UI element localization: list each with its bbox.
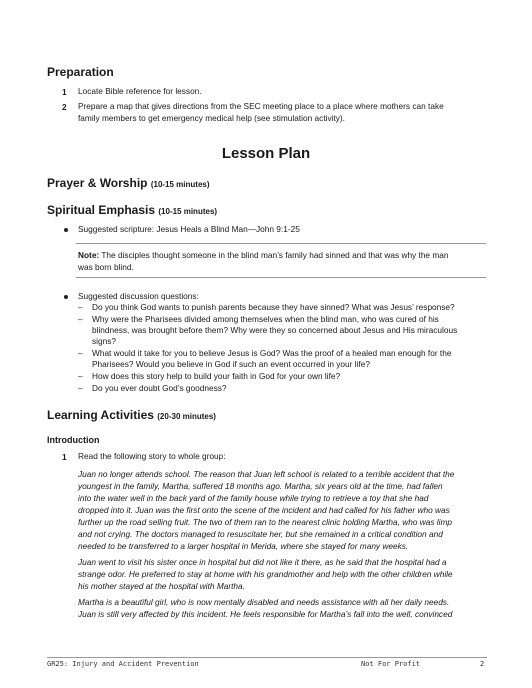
story-p1-line5: further up the road selling fruit. The two of them ran to the nearest clinic holding Martha, who was limp <box>78 517 453 527</box>
bullet-icon <box>64 228 68 232</box>
story-p1-line1: Juan no longer attends school. The reason that Juan left school is related to a terrible accident that the <box>78 469 455 479</box>
story-p3-line2: Juan is still very affected by this incident. He feels responsible for Martha’s fall into the well, convinced <box>78 609 453 619</box>
footer-divider <box>47 657 487 658</box>
learning-heading <box>47 408 216 422</box>
preparation-heading: Preparation <box>47 65 114 79</box>
question-1: Do you think God wants to punish parents because they have sinned? What was Jesus’ response? <box>92 302 455 312</box>
story-p2-line3: his mother stayed at the hospital with Martha. <box>78 581 245 591</box>
prep-item-1-text: Locate Bible reference for lesson. <box>78 86 202 96</box>
story-p3-line1: Martha is a beautiful girl, who is now mentally disabled and needs assistance with all her daily needs. <box>78 597 450 607</box>
introduction-heading: Introduction <box>47 435 100 445</box>
note-line1 <box>78 250 449 261</box>
note-text-line1: The disciples thought someone in the blind man’s family had sinned and that was why the man <box>99 250 449 260</box>
story-p1-line6: and not crying. The doctors managed to resuscitate her, but she remained in a critical condition and <box>78 529 443 539</box>
story-p2-line1: Juan went to visit his sister once in hospital but did not like it there, as he said that the hospital had a <box>78 557 447 567</box>
intro-item-number: 1 <box>62 452 67 462</box>
prep-item-2-number: 2 <box>62 102 67 112</box>
story-p1-line7: needed to be transferred to a larger hospital in Merida, where she stayed for many weeks. <box>78 541 409 551</box>
suggested-scripture: Suggested scripture: Jesus Heals a Blind Man—John 9:1-25 <box>78 224 300 234</box>
story-p1-line4: dropped into it. Juan was the first onto the scene of the incident and had called for his father who was <box>78 505 450 515</box>
note-line2: was born blind. <box>78 262 134 272</box>
prep-item-2-line1: Prepare a map that gives directions from the SEC meeting place to a place where mothers can take <box>78 101 444 111</box>
story-p1-line2: youngest in the family, Martha, suffered 18 months ago. Martha, six years old at the time, had fallen <box>78 481 443 491</box>
bullet-icon <box>64 295 68 299</box>
question-3-line2: Pharisees? Would you believe in God if such an event occurred in your life? <box>92 359 370 369</box>
question-2-line1: Why were the Pharisees divided among themselves when the blind man, who was cured of his <box>92 314 439 324</box>
question-2-line3: signs? <box>92 336 116 346</box>
footer-page-number: 2 <box>480 660 485 668</box>
dash-icon: – <box>78 314 83 324</box>
dash-icon: – <box>78 348 83 358</box>
note-label: Note: <box>78 250 100 260</box>
prayer-title: Prayer & Worship <box>47 176 148 190</box>
footer-course-title: GR25: Injury and Accident Prevention <box>47 660 199 668</box>
prayer-heading <box>47 176 210 190</box>
question-4: How does this story help to build your faith in God for your own life? <box>92 371 341 381</box>
story-p2-line2: strange odor. He preferred to stay at home with his grandmother and help with the other children while <box>78 569 453 579</box>
questions-title: Suggested discussion questions: <box>78 291 199 301</box>
dash-icon: – <box>78 302 83 312</box>
dash-icon: – <box>78 371 83 381</box>
question-3-line1: What would it take for you to believe Jesus is God? Was the proof of a healed man enough for the <box>92 348 452 358</box>
dash-icon: – <box>78 383 83 393</box>
footer-not-for-profit: Not For Profit <box>361 660 421 668</box>
story-p1-line3: into the water well in the back yard of the family house while trying to retrieve a toy that she had <box>78 493 429 503</box>
spiritual-title: Spiritual Emphasis <box>47 203 156 217</box>
prep-item-1-number: 1 <box>62 87 67 97</box>
learning-duration: (20-30 minutes) <box>157 412 216 421</box>
question-5: Do you ever doubt God’s goodness? <box>92 383 227 393</box>
intro-item-text: Read the following story to whole group: <box>78 451 226 461</box>
prayer-duration: (10-15 minutes) <box>150 180 210 189</box>
lesson-plan-title: Lesson Plan <box>221 145 311 162</box>
spiritual-duration: (10-15 minutes) <box>158 207 218 216</box>
spiritual-heading <box>47 203 217 217</box>
question-2-line2: blindness, was brought before them? Why were they so concerned about Jesus and His miraculous <box>92 325 458 335</box>
prep-item-2-line2: family members to get emergency medical help (see stimulation activity). <box>78 113 345 123</box>
learning-title: Learning Activities <box>47 408 154 422</box>
